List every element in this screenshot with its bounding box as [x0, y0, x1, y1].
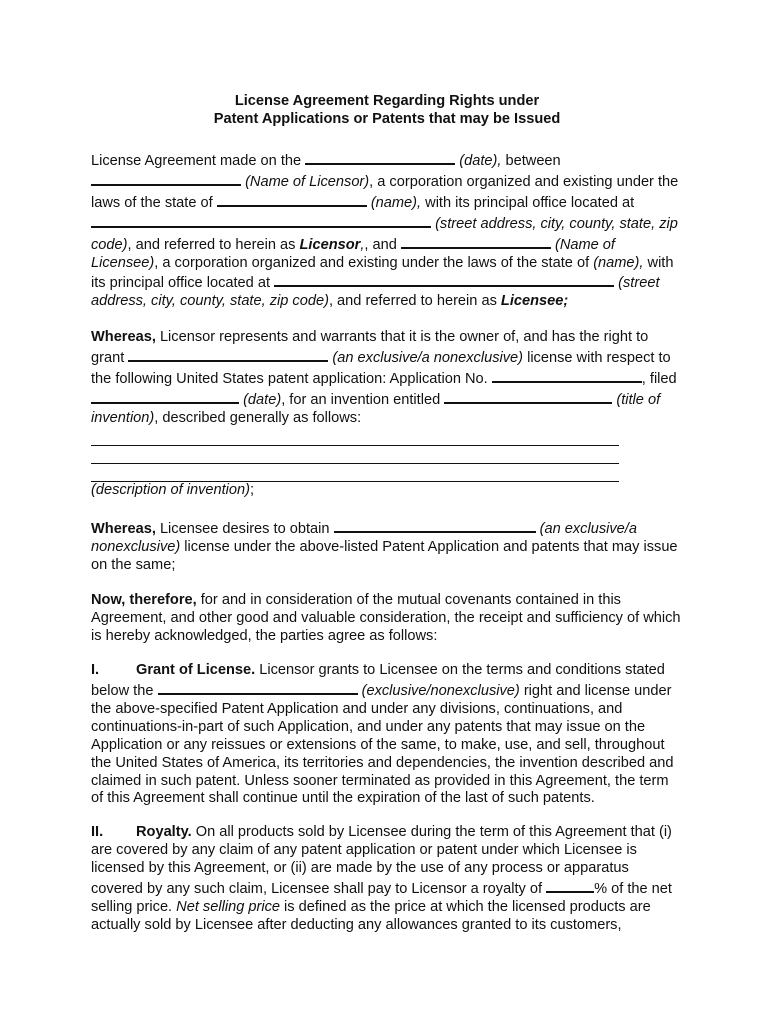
intro-text-1: License Agreement made on the	[91, 153, 306, 169]
section-1-paragraph	[91, 662, 683, 808]
intro-text-6: , and	[364, 236, 401, 253]
section-2-text-2: % of the net selling price.	[91, 881, 672, 915]
intro-text-8: with its principal office located at	[91, 254, 674, 292]
description-semicolon: ;	[250, 481, 255, 498]
intro-paragraph: License Agreement made on the (date), between (Name of Licensor), a corporation organized and existing under the laws of the state of (name), with its principal office located at (street address, city, county, state, zip code), and referred to herein as Licensor,, and (Name of Licensee), a corporation organized and existing under the laws of the state of (name), with its principal office located at (street address, city, county, state, zip code), and referred to herein as Licensee;	[91, 150, 683, 311]
whereas-1-text-2: license with respect to the following United States patent application: Application No.	[91, 350, 671, 388]
licensee-state-label: (name),	[593, 254, 644, 271]
licensor-state-label: (name),	[370, 194, 422, 211]
section-1-text-2: right and license under the above-specified Patent Application and under any divisions, continuations, and continuations-in-part of such Application, and under any patents that may issue on the Application or any reissues or extensions of the same, to make, use, and sell, throughout the United States of America, its territories and dependencies, the invention described and claimed in such patent. Unless sooner terminated as provided in this Agreement, the term of this Agreement shall continue until the expiration of the last of such patents.	[91, 683, 674, 807]
licensor-term: Licensor	[299, 236, 361, 253]
whereas-1-text-5: , described generally as follows:	[154, 409, 362, 426]
licensee-address-blank[interactable]	[274, 272, 614, 287]
license-type-2-label: (an exclusive/a nonexclusive)	[91, 520, 637, 555]
description-label: (description of invention)	[91, 481, 250, 498]
licensor-address-blank[interactable]	[91, 213, 431, 228]
invention-title-label: (title of invention)	[91, 391, 661, 426]
now-therefore-paragraph	[91, 592, 683, 646]
net-selling-price-term: Net selling price	[176, 899, 280, 915]
license-type-2-blank[interactable]	[334, 518, 536, 533]
whereas-2-text-1: Licensee desires to obtain	[155, 520, 334, 537]
section-2-text-1: On all products sold by Licensee during the term of this Agreement that (i) are covered by any claim of any patent application or patent under which Licensee is licensed by this Agreement, or (ii) are made by the use of any process or apparatus covered by any such claim, Licensee shall pay to Licensor a royalty of	[91, 824, 672, 898]
whereas-1-text-4: , for an invention entitled	[281, 391, 445, 408]
intro-text-2: between	[501, 153, 561, 169]
license-type-blank[interactable]	[128, 347, 328, 362]
whereas-1-lead: Whereas,	[91, 329, 156, 346]
filed-date-label: (date)	[243, 391, 282, 408]
whereas-2-paragraph	[91, 518, 683, 575]
application-number-blank[interactable]	[492, 368, 642, 383]
whereas-1-text-1: Licensor represents and warrants that it is the owner of, and has the right to grant	[91, 329, 649, 367]
whereas-1-paragraph	[91, 329, 683, 428]
section-2-text-3: is defined as the price at which the licensed products are actually sold by Licensee after deducting any allowances granted to its customers,	[91, 899, 651, 933]
section-1-text-1: Licensor grants to Licensee on the terms and conditions stated below the	[91, 662, 665, 700]
invention-title-blank[interactable]	[444, 389, 612, 404]
intro-text-9: , and referred to herein as	[328, 293, 501, 310]
whereas-2-text-2: license under the above-listed Patent Application and patents that may issue on the same;	[91, 538, 678, 573]
section-2-number: II.	[91, 824, 104, 841]
licensor-name-blank[interactable]	[91, 171, 241, 186]
license-type-label: (an exclusive/a nonexclusive)	[332, 350, 524, 367]
licensee-term: Licensee;	[500, 293, 569, 310]
description-line-3[interactable]	[91, 464, 619, 482]
section-1-number: I.	[91, 662, 100, 679]
date-blank[interactable]	[305, 150, 455, 165]
date-label: (date),	[459, 153, 502, 169]
royalty-percent-blank[interactable]	[546, 878, 594, 893]
section-1-heading: Grant of License.	[136, 662, 256, 679]
whereas-1-text-3: , filed	[641, 371, 677, 388]
whereas-2-lead: Whereas,	[91, 520, 156, 537]
intro-text-3: , a corporation organized and existing under the laws of the state of	[91, 173, 679, 211]
document-page	[91, 92, 683, 935]
licensee-name-blank[interactable]	[401, 234, 551, 249]
licensor-address-label: (street address, city, county, state, zip code)	[91, 215, 678, 253]
grant-type-blank[interactable]	[158, 680, 358, 695]
description-caption	[91, 482, 683, 500]
document-title	[91, 92, 683, 128]
intro-text-5: , and referred to herein as	[127, 236, 300, 253]
description-line-1[interactable]	[91, 428, 619, 446]
intro-text-7: , a corporation organized and existing under the laws of the state of	[154, 254, 594, 271]
section-2-paragraph	[91, 824, 683, 934]
title-line-2: Patent Applications or Patents that may be Issued	[213, 111, 561, 127]
now-therefore-lead: Now, therefore,	[91, 592, 197, 609]
licensee-name-label: (Name of Licensee)	[91, 236, 615, 271]
description-line-2[interactable]	[91, 446, 619, 464]
now-therefore-text: for and in consideration of the mutual covenants contained in this Agreement, and other good and valuable consideration, the receipt and sufficiency of which is hereby acknowledged, the parties agree as follows:	[91, 592, 681, 645]
section-2-heading: Royalty.	[136, 824, 192, 841]
title-line-1: License Agreement Regarding Rights under	[234, 93, 540, 109]
licensor-name-label: (Name of Licensor)	[245, 173, 370, 190]
filed-date-blank[interactable]	[91, 389, 239, 404]
licensee-address-label: (street address, city, county, state, zip code)	[91, 275, 660, 310]
grant-type-label: (exclusive/nonexclusive)	[361, 683, 520, 700]
intro-text-4: with its principal office located at	[421, 194, 635, 211]
licensor-state-blank[interactable]	[217, 192, 367, 207]
